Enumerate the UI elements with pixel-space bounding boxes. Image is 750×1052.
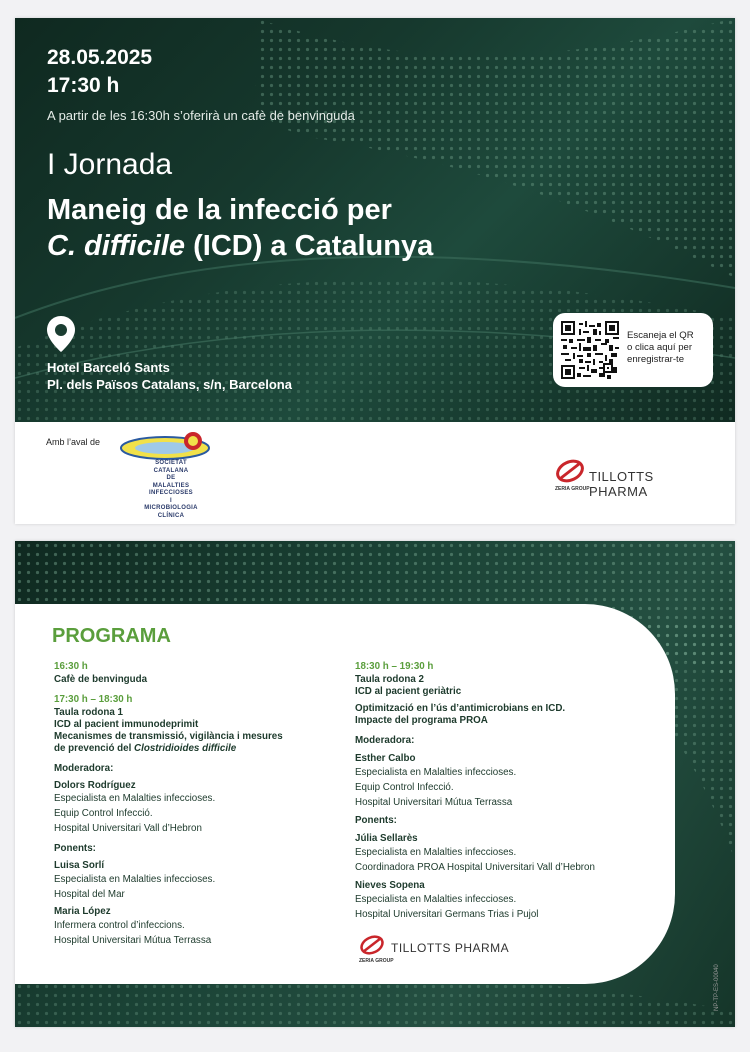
society-logo-icon — [119, 430, 211, 462]
sponsor-footer — [15, 422, 735, 524]
event-title-line1: Maneig de la infecció per — [47, 194, 392, 226]
moderator-role: Equip Control Infecció. — [54, 808, 153, 819]
session-topic-italic: Clostridioides difficile — [134, 743, 237, 754]
society-name — [143, 460, 199, 520]
event-date: 28.05.2025 — [47, 46, 153, 69]
endorsement-label: Amb l’aval de — [46, 437, 101, 447]
qr-text-line: Escaneja el QR — [627, 330, 694, 341]
moderator-role: Hospital Universitari Vall d’Hebron — [54, 823, 202, 834]
speakers-label: Ponents: — [355, 815, 397, 826]
event-edition: I Jornada — [47, 148, 173, 181]
coffee-note: A partir de les 16:30h s’oferirà un cafè de benvinguda — [47, 108, 355, 123]
society-name-line: I — [170, 497, 172, 504]
tillotts-logo — [359, 934, 519, 968]
society-name-line: CLÍNICA — [157, 512, 185, 519]
title-rest: (ICD) a Catalunya — [185, 230, 434, 262]
session-topic — [54, 743, 236, 755]
session-topic: Mecanismes de transmissió, vigilància i mesures — [54, 731, 283, 742]
session-time: 17:30 h – 18:30 h — [54, 694, 133, 705]
event-flyer-front — [15, 18, 735, 524]
moderator-name: Dolors Rodríguez — [54, 780, 136, 791]
venue-address: Pl. dels Països Catalans, s/n, Barcelona — [47, 377, 292, 392]
qr-text-line: o clica aquí per — [627, 342, 693, 353]
moderator-name: Esther Calbo — [355, 753, 416, 764]
document-code: NP-TP-ES-00040 — [714, 964, 720, 1011]
session-title: Taula rodona 2 — [355, 674, 424, 685]
qr-text-line: enregistrar-te — [627, 354, 685, 365]
program-heading: PROGRAMA — [52, 625, 171, 647]
speaker-role: Hospital Universitari Mútua Terrassa — [54, 935, 212, 946]
moderator-label: Moderadora: — [54, 763, 114, 774]
speaker-role: Coordinadora PROA Hospital Universitari Vall d’Hebron — [355, 862, 595, 873]
session-topic: Optimització en l’ús d’antimicrobians en ICD. — [355, 703, 566, 714]
speaker-role: Infermera control d’infeccions. — [54, 920, 185, 931]
speaker-role: Hospital del Mar — [54, 889, 125, 900]
session-title: Cafè de benvinguda — [54, 674, 148, 685]
moderator-role: Equip Control Infecció. — [355, 782, 454, 793]
speaker-role: Especialista en Malalties infeccioses. — [355, 847, 517, 858]
society-name-line: DE — [166, 475, 176, 481]
session-time: 16:30 h — [54, 661, 88, 672]
session-topic: ICD al pacient geriàtric — [355, 686, 462, 697]
session-topic: ICD al pacient immunodeprimit — [54, 719, 199, 730]
hero-banner — [15, 18, 735, 422]
sponsor-group: ZERIA GROUP — [359, 958, 394, 964]
speaker-name: Júlia Sellarès — [355, 833, 418, 844]
event-title-line2 — [47, 230, 433, 263]
tillotts-emblem-icon — [555, 458, 585, 484]
society-name-line: CATALANA — [153, 467, 189, 474]
tillotts-emblem-icon — [359, 934, 385, 956]
qr-code-icon[interactable] — [561, 321, 619, 379]
speaker-role: Hospital Universitari Germans Trias i Pujol — [355, 909, 539, 920]
speaker-name: Luisa Sorlí — [54, 860, 105, 871]
registration-qr-box[interactable] — [553, 313, 713, 387]
sponsor-name: TILLOTTS PHARMA — [589, 469, 654, 499]
title-italic-part: C. difficile — [47, 230, 186, 262]
event-time: 17:30 h — [47, 74, 120, 97]
event-flyer-program — [15, 541, 735, 1027]
session-title: Taula rodona 1 — [54, 707, 123, 718]
tillotts-logo — [555, 458, 715, 498]
session-topic: Impacte del programa PROA — [355, 715, 488, 726]
speaker-role: Especialista en Malalties infeccioses. — [355, 894, 517, 905]
speaker-name: Maria López — [54, 906, 111, 917]
qr-instructions — [627, 330, 694, 366]
sponsor-group: ZERIA GROUP — [555, 486, 590, 492]
session-time: 18:30 h – 19:30 h — [355, 661, 434, 672]
venue-name: Hotel Barceló Sants — [47, 360, 170, 375]
moderator-role: Especialista en Malalties infeccioses. — [355, 767, 517, 778]
sponsor-name: TILLOTTS PHARMA — [391, 941, 510, 955]
moderator-label: Moderadora: — [355, 735, 415, 746]
speaker-name: Nieves Sopena — [355, 880, 425, 891]
session-topic-part: de prevenció del — [54, 743, 135, 754]
society-name-line: SOCIETAT — [155, 460, 187, 466]
society-name-line: MALALTIES — [152, 482, 190, 489]
moderator-role: Hospital Universitari Mútua Terrassa — [355, 797, 513, 808]
speaker-role: Especialista en Malalties infeccioses. — [54, 874, 216, 885]
speakers-label: Ponents: — [54, 843, 96, 854]
moderator-role: Especialista en Malalties infeccioses. — [54, 793, 216, 804]
society-name-line: MICROBIOLOGIA — [144, 505, 198, 511]
society-name-line: INFECCIOSES — [149, 490, 193, 496]
location-pin-icon — [46, 315, 76, 353]
